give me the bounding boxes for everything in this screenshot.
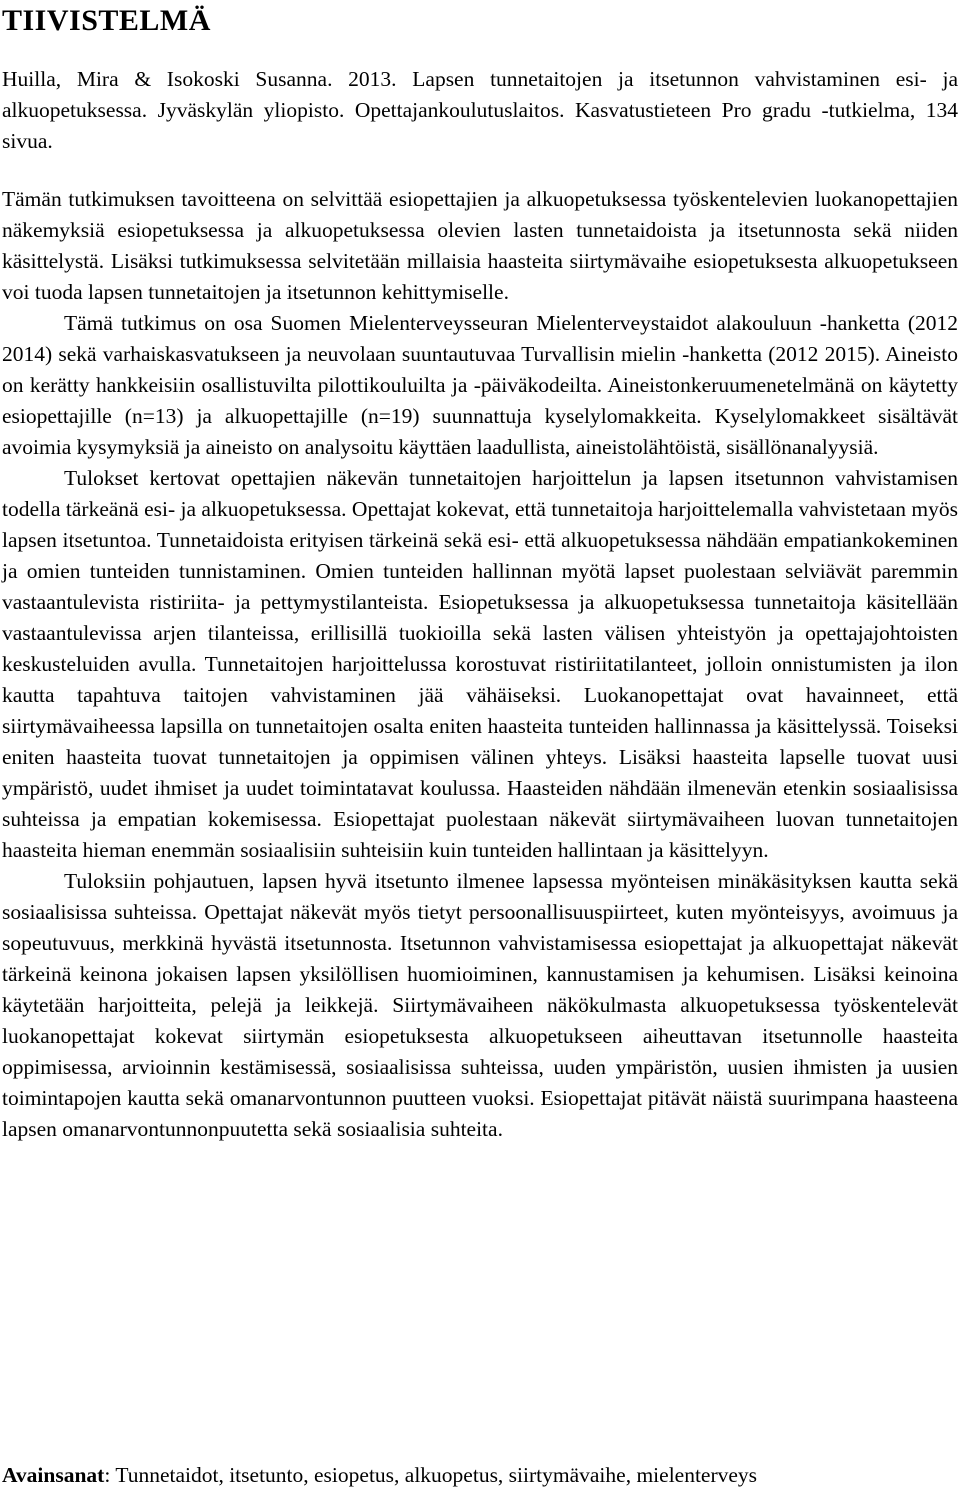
abstract-paragraph-method: Tämä tutkimus on osa Suomen Mielenterveysseuran Mielenterveystaidot alakouluun -hanketta (2012 2014) sekä varhaiskasvatukseen ja neuvolaan suuntautuvaa Turvallisin mielin -hanketta (2012 2015). Aineisto on kerätty hankkeisiin osallistuvilta pilottikouluilta ja -päiväkodeilta. Aineistonkeruumenetelmänä on käytetty esiopettajille (n=13) ja alkuopettajille (n=19) suunnattuja kyselylomakkeita. Kyselylomakkeet sisältävät avoimia kysymyksiä ja aineisto on analysoitu käyttäen laadullista, aineistolähtöistä, sisällönanalyysiä. (2, 311, 958, 459)
citation: Huilla, Mira & Isokoski Susanna. 2013. Lapsen tunnetaitojen ja itsetunnon vahvistaminen esi- ja alkuopetuksessa. Jyväskylän yliopisto. Opettajankoulutuslaitos. Kasvatustieteen Pro gradu -tutkielma, 134 sivua. (2, 67, 958, 153)
abstract-paragraph-aim: Tämän tutkimuksen tavoitteena on selvittää esiopettajien ja alkuopetuksessa työskentelevien luokanopettajien näkemyksiä esiopetuksessa ja alkuopetuksessa olevien lasten tunnetaidoista ja itsetunnosta sekä niiden käsittelystä. Lisäksi tutkimuksessa selvitetään millaisia haasteita siirtymävaihe esiopetuksesta alkuopetukseen voi tuoda lapsen tunnetaitojen ja itsetunnon kehittymiselle. (2, 187, 958, 304)
keywords-list: Tunnetaidot, itsetunto, esiopetus, alkuopetus, siirtymävaihe, mielenterveys (110, 1463, 758, 1487)
keywords-line (2, 1461, 958, 1489)
abstract-paragraph-results: Tulokset kertovat opettajien näkevän tunnetaitojen harjoittelun ja lapsen itsetunnon vahvistamisen todella tärkeänä esi- ja alkuopetuksessa. Opettajat kokevat, että tunnetaitoja harjoittelemalla vahvistetaan myös lapsen itsetuntoa. Tunnetaidoista erityisen tärkeinä sekä esi- että alkuopetuksessa nähdään empatiankokeminen ja omien tunteiden tunnistaminen. Omien tunteiden hallinnan myötä lapset puolestaan selviävät paremmin vastaantulevista ristiriita- ja pettymystilanteista. Esiopetuksessa ja alkuopetuksessa tunnetaitoja käsitellään vastaantulevissa arjen tilanteissa, erillisillä tuokioilla sekä lasten välisen yhteistyön ja opettajajohtoisten keskusteluiden avulla. Tunnetaitojen harjoittelussa korostuvat ristiriitatilanteet, jolloin onnistumisten ja ilon kautta tapahtuva taitojen vahvistaminen jää vähäiseksi. Luokanopettajat ovat havainneet, että siirtymävaiheessa lapsilla on tunnetaitojen osalta eniten haasteita tunteiden hallinnassa ja käsittelyssä. Toiseksi eniten haasteita tuovat tunnetaitojen ja oppimisen välinen yhteys. Lisäksi haasteita lapselle tuovat uusi ympäristö, uudet ihmiset ja uudet toimintatavat koulussa. Haasteiden nähdään ilmenevän etenkin sosiaalisissa suhteissa ja empatian kokemisessa. Esiopettajat puolestaan näkevät siirtymävaiheen luovan tunnetaitojen haasteita hieman enemmän sosiaalisiin suhteisiin kuin tunteiden hallintaan ja käsittelyyn. (2, 466, 958, 862)
keywords-label: Avainsanat (2, 1463, 105, 1487)
abstract-paragraph-conclusions: Tuloksiin pohjautuen, lapsen hyvä itsetunto ilmenee lapsessa myönteisen minäkäsityksen kautta sekä sosiaalisissa suhteissa. Opettajat näkevät myös tietyt persoonallisuuspiirteet, kuten myönteisyys, avoimuus ja sopeutuvuus, merkkinä hyvästä itsetunnosta. Itsetunnon vahvistamisessa esiopettajat ja alkuopettajat näkevät tärkeinä keinona jokaisen lapsen yksilöllisen huomioiminen, kannustamisen ja kehumisen. Lisäksi keinoina käytetään harjoitteita, pelejä ja leikkejä. Siirtymävaiheen näkökulmasta alkuopetuksessa työskentelevät luokanopettajat kokevat siirtymän esiopetuksesta alkuopetukseen aiheuttavan itsetunnolle haasteita oppimisessa, arvioinnin kestämisessä, sosiaalisissa suhteissa, uuden ympäristön, uusien ihmisten ja uusien toimintapojen kautta sekä omanarvontunnon puutteen vuoksi. Esiopettajat pitävät näistä suurimpana haasteena lapsen omanarvontunnonpuutetta sekä sosiaalisia suhteita. (2, 869, 958, 1141)
page-title: TIIVISTELMÄ (2, 4, 211, 37)
keywords-separator: : (104, 1463, 111, 1487)
abstract-body (2, 184, 958, 1145)
